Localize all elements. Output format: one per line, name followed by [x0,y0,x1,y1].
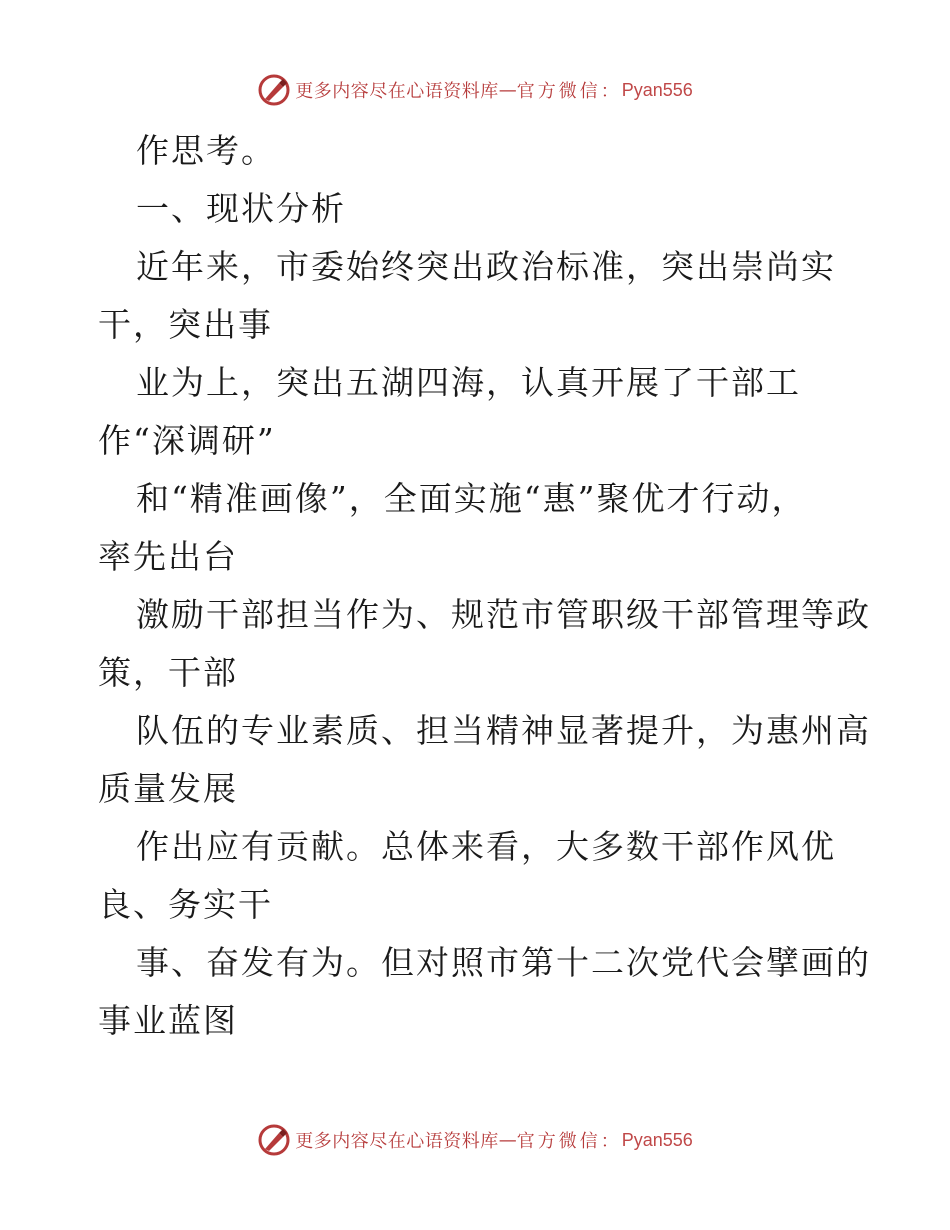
watermark-text: 更多内容尽在心语资料库 [295,81,499,102]
text-line: 作“深调研” [98,421,276,460]
watermark-text: 更多内容尽在心语资料库 [295,1131,499,1152]
text-line: 质量发展 [98,769,238,808]
watermark-wechat-id: Pyan556 [621,79,693,100]
text-line: 策，干部 [98,653,238,692]
text-line: 和“精准画像”，全面实施“惠”聚优才行动， [136,479,807,518]
pen-logo-icon [257,73,291,107]
text-line: 作出应有贡献。总体来看，大多数干部作风优 [136,827,836,866]
text-line: 事、奋发有为。但对照市第十二次党代会擘画的 [136,943,871,982]
text-line: 近年来，市委始终突出政治标准，突出崇尚实 [136,247,836,286]
watermark-wechat-label: 官方微信： [516,1131,622,1152]
text-line: 干，突出事 [98,305,273,344]
document-body [98,122,871,1050]
text-line: 良、务实干 [98,885,273,924]
watermark-wechat-id: Pyan556 [621,1129,693,1150]
watermark-wechat-label: 官方微信： [516,81,622,102]
text-line: 业为上，突出五湖四海，认真开展了干部工 [136,363,801,402]
footer-watermark [0,1120,950,1160]
pen-logo-icon [257,1123,291,1157]
text-line: 率先出台 [98,537,238,576]
watermark-dash: — [498,1129,517,1151]
text-line: 一、现状分析 [136,189,346,228]
watermark-dash: — [498,79,517,101]
text-line: 作思考。 [136,131,276,170]
header-watermark [0,70,950,110]
text-line: 激励干部担当作为、规范市管职级干部管理等政 [136,595,871,634]
text-line: 队伍的专业素质、担当精神显著提升，为惠州高 [136,711,871,750]
text-line: 事业蓝图 [98,1001,238,1040]
